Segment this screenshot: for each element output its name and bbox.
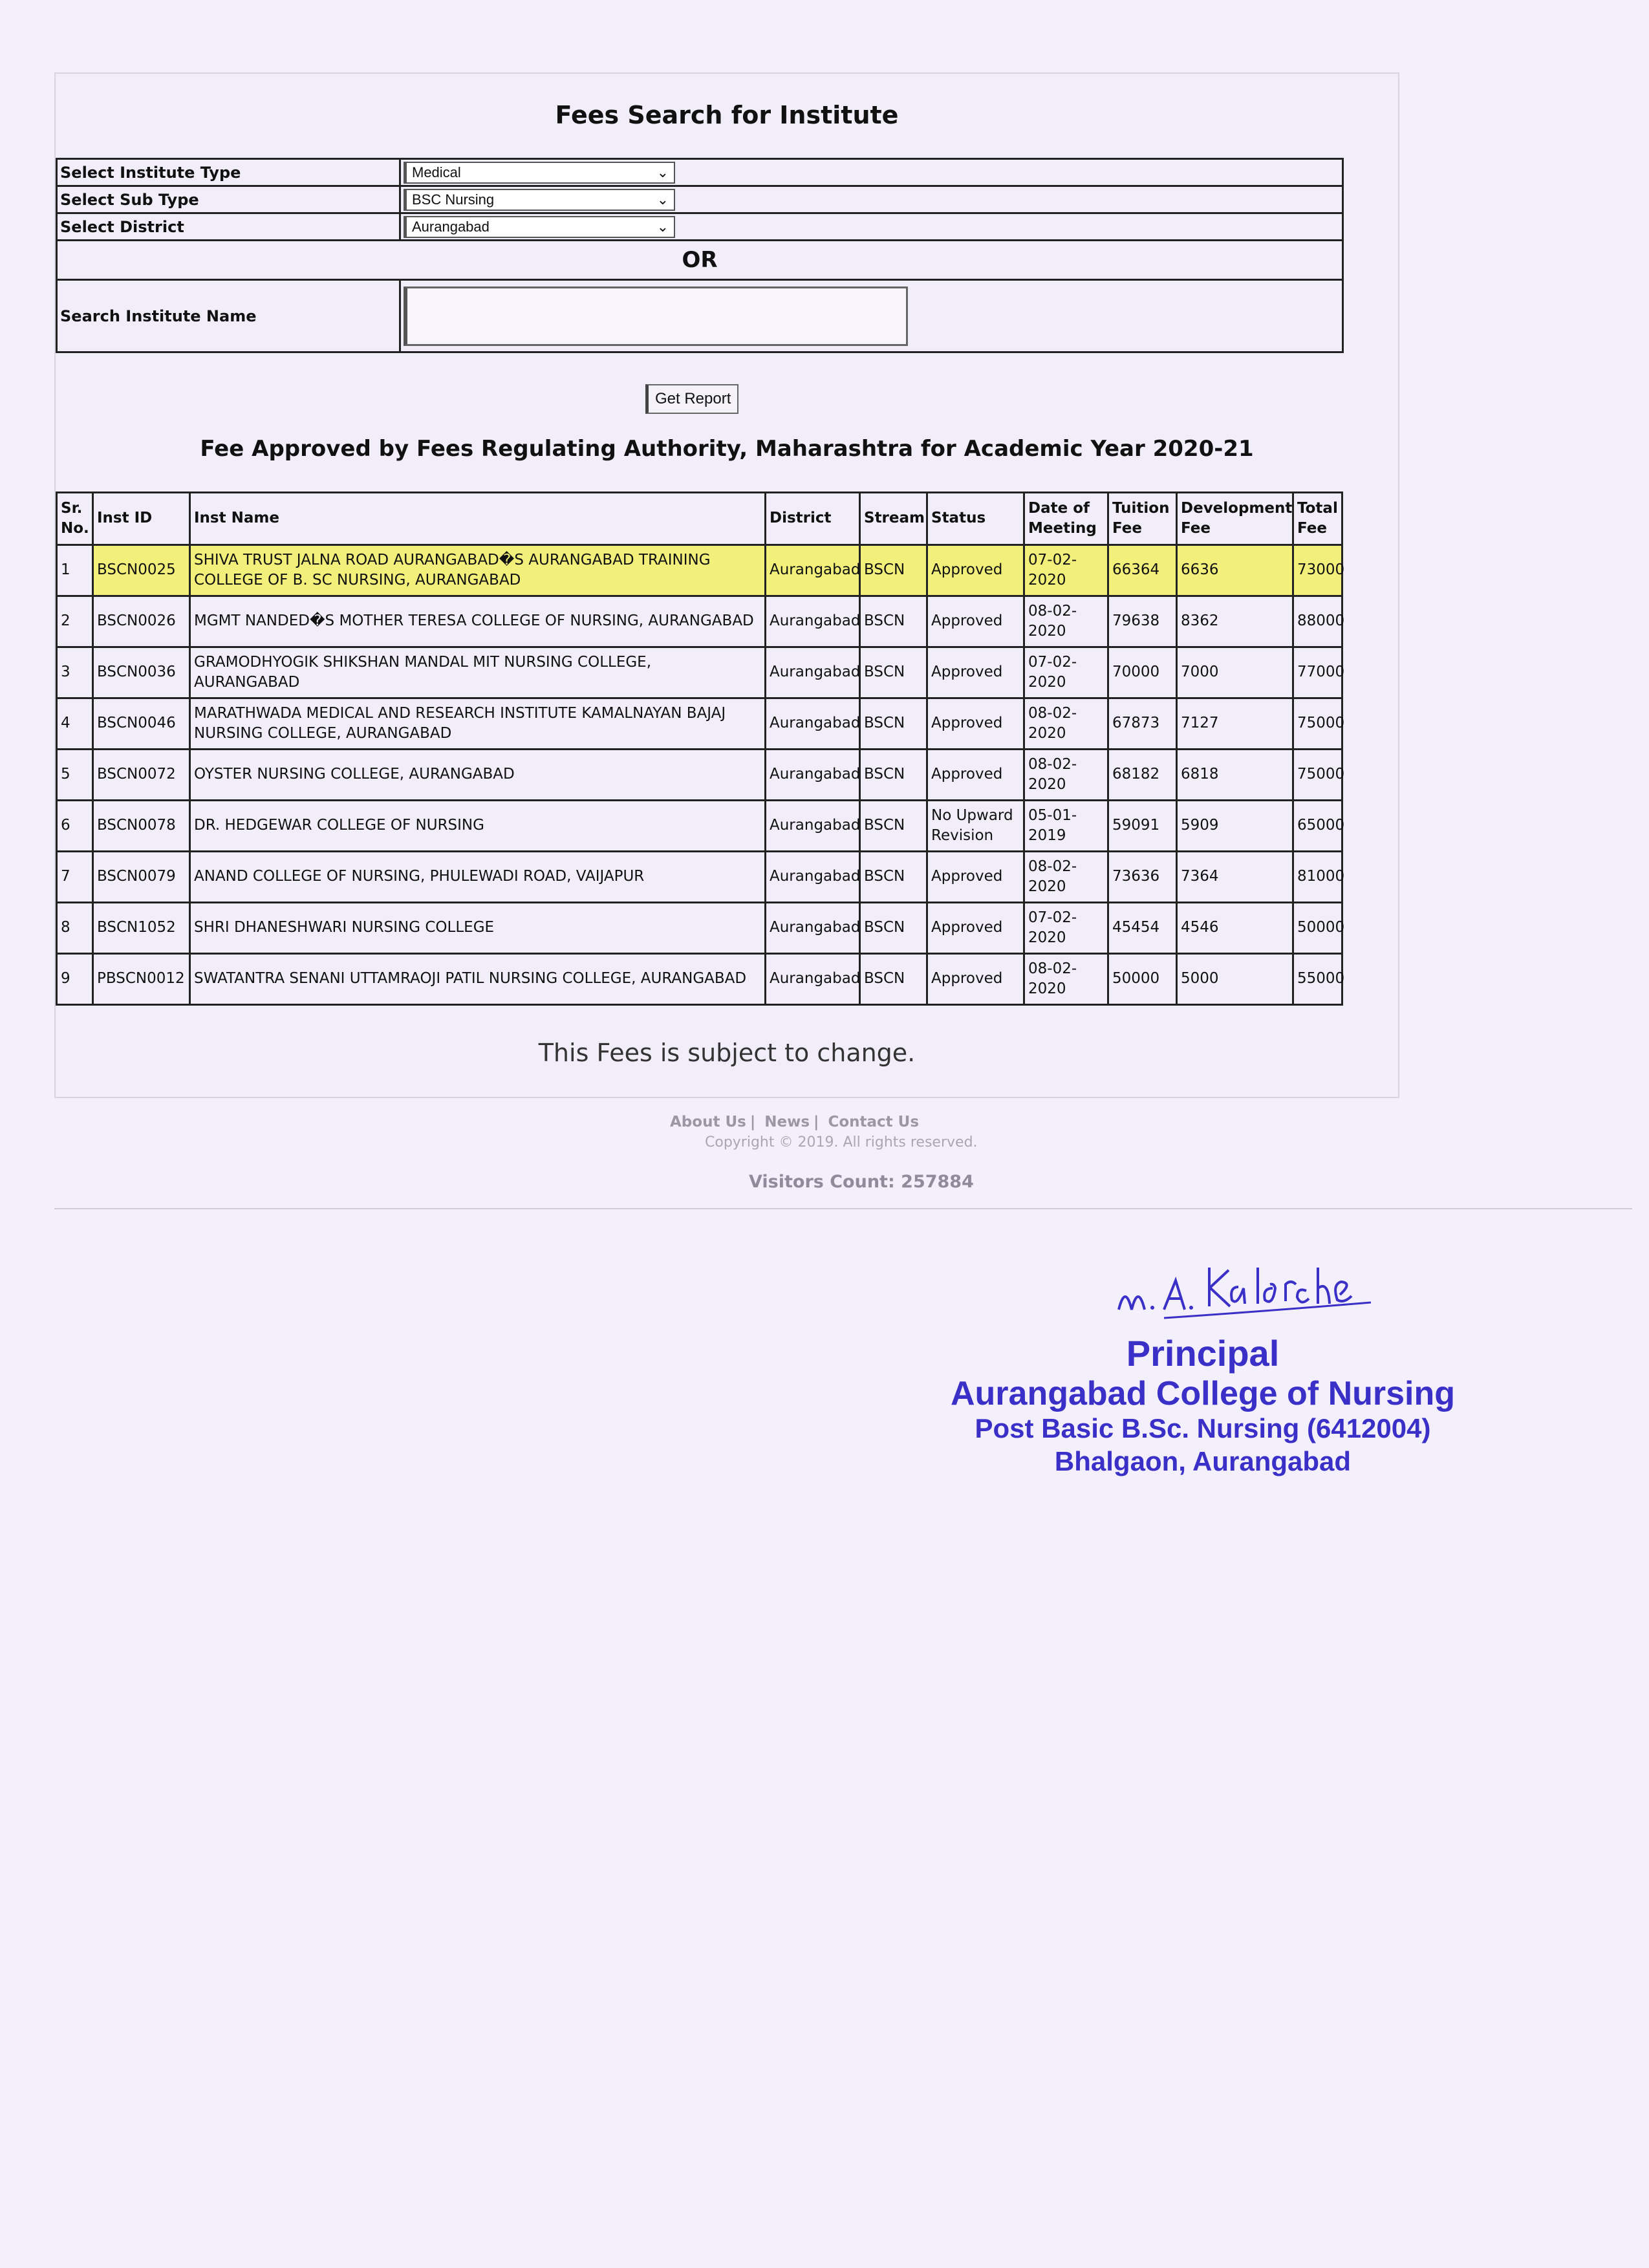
table-cell-district: Aurangabad — [766, 903, 860, 954]
fee-table — [56, 491, 1343, 1006]
table-cell-id: BSCN0046 — [93, 698, 190, 750]
principal-stamp — [944, 1332, 1461, 1478]
table-cell-status: Approved — [927, 647, 1024, 698]
table-cell-sr: 8 — [57, 903, 93, 954]
table-cell-id: BSCN0026 — [93, 596, 190, 647]
table-cell-sr: 9 — [57, 954, 93, 1005]
table-cell-date: 07-02-2020 — [1024, 903, 1108, 954]
table-cell-district: Aurangabad — [766, 801, 860, 852]
header-date: Date of Meeting — [1024, 493, 1108, 545]
table-cell-total: 73000 — [1293, 545, 1342, 596]
header-inst-id: Inst ID — [93, 493, 190, 545]
institute-type-value: Medical — [412, 164, 461, 180]
district-label: Select District — [57, 213, 400, 241]
table-cell-district: Aurangabad — [766, 954, 860, 1005]
table-cell-dev: 4546 — [1177, 903, 1293, 954]
table-cell-dev: 7000 — [1177, 647, 1293, 698]
table-cell-sr: 7 — [57, 852, 93, 903]
table-cell-tuition: 45454 — [1108, 903, 1177, 954]
table-cell-date: 08-02-2020 — [1024, 750, 1108, 801]
table-cell-status: Approved — [927, 954, 1024, 1005]
table-row — [57, 750, 1342, 801]
table-cell-total: 81000 — [1293, 852, 1342, 903]
table-cell-id: PBSCN0012 — [93, 954, 190, 1005]
report-subtitle: Fee Approved by Fees Regulating Authority, Maharashtra for Academic Year 2020-21 — [200, 436, 1254, 462]
table-cell-dev: 6818 — [1177, 750, 1293, 801]
table-cell-id: BSCN0072 — [93, 750, 190, 801]
table-cell-stream: BSCN — [860, 903, 927, 954]
district-select[interactable] — [404, 216, 675, 238]
table-cell-name: ANAND COLLEGE OF NURSING, PHULEWADI ROAD, VAIJAPUR — [190, 852, 766, 903]
table-cell-status: Approved — [927, 545, 1024, 596]
table-cell-name: DR. HEDGEWAR COLLEGE OF NURSING — [190, 801, 766, 852]
table-cell-dev: 5000 — [1177, 954, 1293, 1005]
table-cell-status: Approved — [927, 596, 1024, 647]
table-cell-tuition: 68182 — [1108, 750, 1177, 801]
header-stream: Stream — [860, 493, 927, 545]
district-value: Aurangabad — [412, 218, 490, 235]
table-cell-district: Aurangabad — [766, 750, 860, 801]
sub-type-value: BSC Nursing — [412, 191, 495, 208]
table-cell-name: MARATHWADA MEDICAL AND RESEARCH INSTITUTE KAMALNAYAN BAJAJ NURSING COLLEGE, AURANGABAD — [190, 698, 766, 750]
table-cell-name: SWATANTRA SENANI UTTAMRAOJI PATIL NURSING COLLEGE, AURANGABAD — [190, 954, 766, 1005]
page-title: Fees Search for Institute — [555, 101, 899, 129]
table-cell-total: 50000 — [1293, 903, 1342, 954]
signature — [1112, 1248, 1384, 1326]
table-cell-stream: BSCN — [860, 647, 927, 698]
table-cell-sr: 6 — [57, 801, 93, 852]
table-cell-total: 75000 — [1293, 698, 1342, 750]
chevron-down-icon: ⌄ — [656, 191, 669, 208]
table-cell-id: BSCN1052 — [93, 903, 190, 954]
table-row — [57, 903, 1342, 954]
news-link[interactable]: News — [764, 1114, 810, 1130]
table-cell-stream: BSCN — [860, 545, 927, 596]
table-cell-tuition: 50000 — [1108, 954, 1177, 1005]
table-cell-id: BSCN0036 — [93, 647, 190, 698]
table-cell-status: Approved — [927, 903, 1024, 954]
table-cell-total: 55000 — [1293, 954, 1342, 1005]
table-cell-name: SHRI DHANESHWARI NURSING COLLEGE — [190, 903, 766, 954]
table-cell-total: 77000 — [1293, 647, 1342, 698]
table-cell-district: Aurangabad — [766, 596, 860, 647]
stamp-program: Post Basic B.Sc. Nursing (6412004) — [975, 1413, 1431, 1443]
table-row — [57, 698, 1342, 750]
table-cell-id: BSCN0079 — [93, 852, 190, 903]
table-row — [57, 596, 1342, 647]
table-cell-date: 05-01-2019 — [1024, 801, 1108, 852]
table-cell-district: Aurangabad — [766, 647, 860, 698]
chevron-down-icon: ⌄ — [656, 218, 669, 235]
or-separator: OR — [57, 241, 1343, 280]
table-cell-sr: 5 — [57, 750, 93, 801]
table-cell-tuition: 73636 — [1108, 852, 1177, 903]
table-cell-date: 08-02-2020 — [1024, 698, 1108, 750]
table-cell-name: OYSTER NURSING COLLEGE, AURANGABAD — [190, 750, 766, 801]
table-cell-tuition: 70000 — [1108, 647, 1177, 698]
header-district: District — [766, 493, 860, 545]
copyright-text: Copyright © 2019. All rights reserved. — [705, 1134, 978, 1150]
header-tuition-fee: Tuition Fee — [1108, 493, 1177, 545]
divider — [54, 1208, 1632, 1209]
header-total-fee: Total Fee — [1293, 493, 1342, 545]
table-cell-stream: BSCN — [860, 596, 927, 647]
table-cell-date: 08-02-2020 — [1024, 954, 1108, 1005]
table-cell-dev: 6636 — [1177, 545, 1293, 596]
search-form — [56, 158, 1344, 353]
table-header-row — [57, 493, 1342, 545]
search-input[interactable] — [404, 286, 908, 346]
table-cell-sr: 2 — [57, 596, 93, 647]
fees-notice: This Fees is subject to change. — [538, 1039, 916, 1067]
table-cell-status: Approved — [927, 750, 1024, 801]
table-cell-status: No Upward Revision — [927, 801, 1024, 852]
table-cell-stream: BSCN — [860, 698, 927, 750]
main-panel — [54, 72, 1399, 1098]
table-row — [57, 852, 1342, 903]
table-cell-stream: BSCN — [860, 750, 927, 801]
table-cell-id: BSCN0078 — [93, 801, 190, 852]
table-cell-total: 65000 — [1293, 801, 1342, 852]
table-cell-district: Aurangabad — [766, 545, 860, 596]
table-cell-tuition: 59091 — [1108, 801, 1177, 852]
table-cell-total: 88000 — [1293, 596, 1342, 647]
get-report-button[interactable]: Get Report — [645, 384, 738, 414]
sub-type-label: Select Sub Type — [57, 186, 400, 213]
table-row — [57, 954, 1342, 1005]
search-label: Search Institute Name — [57, 280, 400, 352]
table-row — [57, 801, 1342, 852]
table-cell-sr: 4 — [57, 698, 93, 750]
header-development-fee: Development Fee — [1177, 493, 1293, 545]
visitors-count: Visitors Count: 257884 — [749, 1172, 974, 1192]
stamp-college: Aurangabad College of Nursing — [950, 1375, 1456, 1412]
stamp-title: Principal — [1126, 1333, 1280, 1374]
footer-links: About Us | News | Contact Us — [670, 1114, 920, 1130]
table-cell-name: MGMT NANDED�S MOTHER TERESA COLLEGE OF NURSING, AURANGABAD — [190, 596, 766, 647]
table-cell-id: BSCN0025 — [93, 545, 190, 596]
table-cell-sr: 3 — [57, 647, 93, 698]
table-cell-stream: BSCN — [860, 852, 927, 903]
table-cell-tuition: 66364 — [1108, 545, 1177, 596]
table-cell-sr: 1 — [57, 545, 93, 596]
sub-type-select[interactable] — [404, 189, 675, 211]
header-sr-no: Sr. No. — [57, 493, 93, 545]
table-cell-tuition: 79638 — [1108, 596, 1177, 647]
table-cell-status: Approved — [927, 698, 1024, 750]
table-cell-status: Approved — [927, 852, 1024, 903]
chevron-down-icon: ⌄ — [656, 164, 669, 180]
header-inst-name: Inst Name — [190, 493, 766, 545]
table-cell-district: Aurangabad — [766, 852, 860, 903]
table-cell-dev: 7127 — [1177, 698, 1293, 750]
table-cell-dev: 5909 — [1177, 801, 1293, 852]
stamp-address: Bhalgaon, Aurangabad — [1054, 1446, 1352, 1476]
table-cell-stream: BSCN — [860, 801, 927, 852]
header-status: Status — [927, 493, 1024, 545]
table-row — [57, 545, 1342, 596]
contact-link[interactable]: Contact Us — [828, 1114, 920, 1130]
table-cell-name: GRAMODHYOGIK SHIKSHAN MANDAL MIT NURSING COLLEGE, AURANGABAD — [190, 647, 766, 698]
table-cell-date: 07-02-2020 — [1024, 647, 1108, 698]
table-cell-date: 07-02-2020 — [1024, 545, 1108, 596]
table-cell-dev: 8362 — [1177, 596, 1293, 647]
table-cell-stream: BSCN — [860, 954, 927, 1005]
table-cell-total: 75000 — [1293, 750, 1342, 801]
institute-type-select[interactable] — [404, 162, 675, 184]
institute-type-label: Select Institute Type — [57, 159, 400, 186]
table-cell-name: SHIVA TRUST JALNA ROAD AURANGABAD�S AURANGABAD TRAINING COLLEGE OF B. SC NURSING, AURANGABAD — [190, 545, 766, 596]
table-row — [57, 647, 1342, 698]
about-link[interactable]: About Us — [670, 1114, 746, 1130]
table-cell-dev: 7364 — [1177, 852, 1293, 903]
table-cell-district: Aurangabad — [766, 698, 860, 750]
table-cell-date: 08-02-2020 — [1024, 852, 1108, 903]
table-cell-tuition: 67873 — [1108, 698, 1177, 750]
table-cell-date: 08-02-2020 — [1024, 596, 1108, 647]
